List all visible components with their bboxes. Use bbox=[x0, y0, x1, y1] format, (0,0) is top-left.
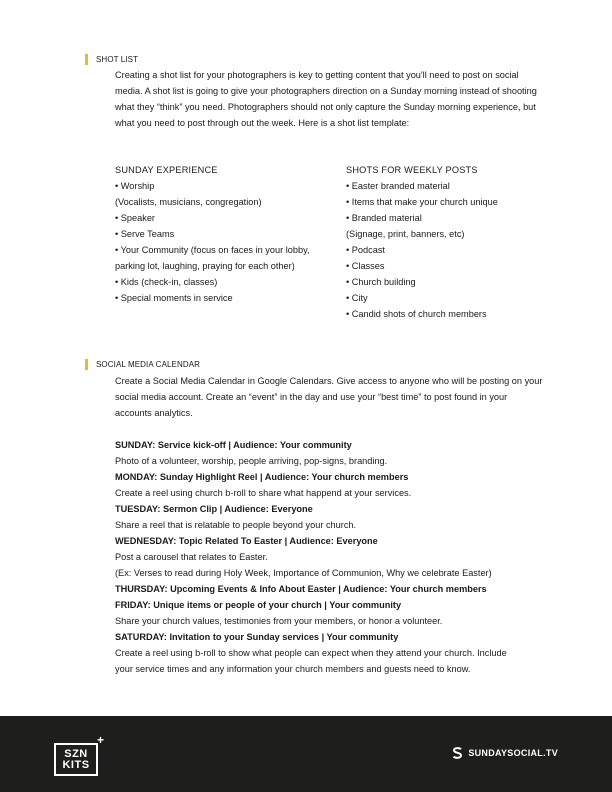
weekly-posts-column bbox=[346, 162, 546, 322]
list-item: • Podcast bbox=[346, 245, 385, 255]
day-desc-saturday: Create a reel using b-roll to show what people can expect when they attend your church. Include your service times and any information your church members and guests need to know. bbox=[115, 648, 507, 674]
list-item: • Easter branded material bbox=[346, 181, 450, 191]
list-item: • Items that make your church unique bbox=[346, 197, 498, 207]
calendar-days bbox=[115, 437, 555, 677]
day-desc-tuesday: Share a reel that is relatable to people beyond your church. bbox=[115, 520, 357, 530]
section-title: SOCIAL MEDIA CALENDAR bbox=[96, 359, 201, 369]
list-item: (Signage, print, banners, etc) bbox=[346, 229, 465, 239]
day-title-thursday: THURSDAY: Upcoming Events & Info About Easter | Audience: Your church members bbox=[115, 584, 487, 594]
intro-paragraph: Creating a shot list for your photographers is key to getting content that you'll need to post on social media. A shot list is going to give your photographers direction on a Sunday morning instead of shooting what they “think” you need. Photographers should not only capture the Sunday morning experience, but what you need to post through out the week. Here is a shot list template: bbox=[115, 70, 537, 128]
day-title-monday: MONDAY: Sunday Highlight Reel | Audience: Your church members bbox=[115, 472, 409, 482]
accent-bar bbox=[85, 54, 88, 65]
list-item: • Serve Teams bbox=[115, 229, 175, 239]
list-item: • Church building bbox=[346, 277, 416, 287]
day-title-tuesday: TUESDAY: Sermon Clip | Audience: Everyone bbox=[115, 504, 313, 514]
szn-kits-logo bbox=[54, 743, 98, 776]
footer bbox=[0, 716, 612, 792]
list-item: • Branded material bbox=[346, 213, 422, 223]
shot-list-heading bbox=[85, 53, 138, 65]
list-item: • Candid shots of church members bbox=[346, 309, 487, 319]
list-item: • City bbox=[346, 293, 368, 303]
intro-paragraph: Create a Social Media Calendar in Google Calendars. Give access to anyone who will be posting on your social media account. Create an “event” in the day and use your “best time” to post found in your accounts analytics. bbox=[115, 376, 543, 418]
list-item: • Classes bbox=[346, 261, 385, 271]
list-item: • Worship bbox=[115, 181, 155, 191]
day-desc-friday: Share your church values, testimonies from your members, or honor a volunteer. bbox=[115, 616, 443, 626]
list-item: (Vocalists, musicians, congregation) bbox=[115, 197, 262, 207]
day-title-saturday: SATURDAY: Invitation to your Sunday services | Your community bbox=[115, 632, 399, 642]
logo-text-bottom: KITS bbox=[62, 758, 90, 771]
accent-bar bbox=[85, 359, 88, 370]
shot-list-intro bbox=[115, 67, 545, 131]
list-item: • Kids (check-in, classes) bbox=[115, 277, 218, 287]
column-title: SHOTS FOR WEEKLY POSTS bbox=[346, 165, 478, 175]
list-item: • Special moments in service bbox=[115, 293, 233, 303]
day-title-wednesday: WEDNESDAY: Topic Related To Easter | Audience: Everyone bbox=[115, 536, 378, 546]
column-title: SUNDAY EXPERIENCE bbox=[115, 165, 218, 175]
day-desc-sunday: Photo of a volunteer, worship, people arriving, pop-signs, branding. bbox=[115, 456, 388, 466]
day-desc-wednesday: Post a carousel that relates to Easter. bbox=[115, 552, 268, 562]
calendar-intro bbox=[115, 373, 545, 421]
logo-plus-icon: + bbox=[97, 733, 105, 747]
brand-text: SUNDAYSOCIAL.TV bbox=[468, 748, 558, 758]
list-item: • Your Community (focus on faces in your lobby, parking lot, laughing, praying for each other) bbox=[115, 245, 310, 271]
sunday-experience-column bbox=[115, 162, 340, 306]
list-item: • Speaker bbox=[115, 213, 155, 223]
sunday-social-s-icon bbox=[452, 747, 463, 759]
day-desc-wednesday-example: (Ex: Verses to read during Holy Week, Importance of Communion, Why we celebrate Easter) bbox=[115, 568, 492, 578]
day-title-sunday: SUNDAY: Service kick-off | Audience: Your community bbox=[115, 440, 352, 450]
day-title-friday: FRIDAY: Unique items or people of your church | Your community bbox=[115, 600, 402, 610]
section-title: SHOT LIST bbox=[96, 54, 139, 64]
calendar-heading bbox=[85, 358, 200, 370]
logo-text-top: SZN bbox=[64, 747, 88, 760]
sunday-social-brand bbox=[452, 747, 558, 759]
day-desc-monday: Create a reel using church b-roll to share what happend at your services. bbox=[115, 488, 412, 498]
